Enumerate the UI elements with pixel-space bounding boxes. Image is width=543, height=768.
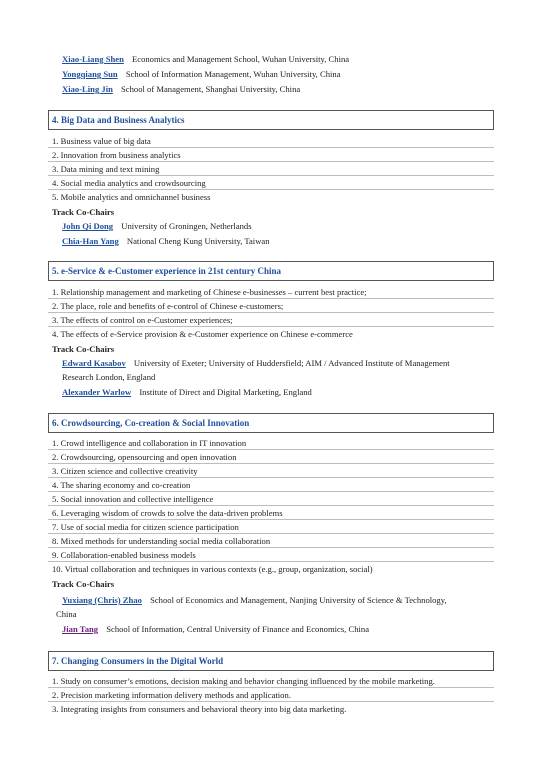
chair-line <box>62 54 349 64</box>
topic-item: 3. Integrating insights from consumers and behavioral theory into big data marketing. <box>52 704 347 714</box>
chair-affiliation-continued: China <box>56 609 77 619</box>
section-header-box <box>48 651 494 671</box>
chair-affiliation: School of Management, Shanghai University, China <box>121 84 301 94</box>
row-separator <box>48 477 494 478</box>
topic-item: 1. Study on consumer’s emotions, decision making and behavior changing influenced by the mobile marketing. <box>52 676 435 686</box>
chair-affiliation: School of Information Management, Wuhan University, China <box>125 69 341 79</box>
section-header-box <box>48 413 494 433</box>
track-cochairs-heading: Track Co-Chairs <box>52 207 115 217</box>
topic-item: 2. Precision marketing information delivery methods and application. <box>52 690 291 700</box>
topic-item: 2. Innovation from business analytics <box>52 150 181 160</box>
row-separator <box>48 547 494 548</box>
topic-item: 4. Social media analytics and crowdsourcing <box>52 178 206 188</box>
track-cochairs-heading: Track Co-Chairs <box>52 579 115 589</box>
topic-item: 6. Leveraging wisdom of crowds to solve the data-driven problems <box>52 508 283 518</box>
row-separator <box>48 701 494 702</box>
chair-name-link[interactable]: Chia-Han Yang <box>62 236 119 246</box>
row-separator <box>48 505 494 506</box>
row-separator <box>48 687 494 688</box>
chair-name-link[interactable]: Jian Tang <box>62 624 99 634</box>
chair-affiliation: School of Information, Central University of Finance and Economics, China <box>106 624 370 634</box>
topic-item: 4. The effects of e-Service provision & e-Customer experience on Chinese e-commerce <box>52 329 353 339</box>
topic-item: 3. Data mining and text mining <box>52 164 160 174</box>
track-cochairs-heading: Track Co-Chairs <box>52 344 115 354</box>
chair-affiliation: University of Exeter; University of Huddersfield; AIM / Advanced Institute of Management <box>133 358 450 368</box>
section-title: 6. Crowdsourcing, Co-creation & Social Innovation <box>52 418 250 428</box>
chair-line <box>62 84 300 94</box>
section-title: 5. e-Service & e-Customer experience in 21st century China <box>52 266 282 276</box>
section-header-box <box>48 261 494 281</box>
chair-line <box>62 387 312 397</box>
row-separator <box>48 175 494 176</box>
topic-item: 5. Social innovation and collective intelligence <box>52 494 214 504</box>
row-separator <box>48 298 494 299</box>
row-separator <box>48 161 494 162</box>
chair-line <box>62 221 252 231</box>
chair-affiliation: Economics and Management School, Wuhan University, China <box>132 54 350 64</box>
topic-item: 3. Citizen science and collective creativity <box>52 466 198 476</box>
row-separator <box>48 326 494 327</box>
row-separator <box>48 463 494 464</box>
topic-item: 1. Business value of big data <box>52 136 151 146</box>
chair-name-link[interactable]: Xiao-Ling Jin <box>62 84 113 94</box>
section-title: 7. Changing Consumers in the Digital World <box>52 656 224 666</box>
chair-name-link[interactable]: John Qi Dong <box>62 221 114 231</box>
chair-affiliation: University of Groningen, Netherlands <box>121 221 252 231</box>
topic-item: 1. Crowd intelligence and collaboration in IT innovation <box>52 438 247 448</box>
row-separator <box>48 189 494 190</box>
topic-item: 10. Virtual collaboration and techniques in various contexts (e.g., group, organization, social) <box>52 564 373 574</box>
chair-line <box>62 624 369 634</box>
chair-line <box>62 69 341 79</box>
chair-line <box>62 236 270 246</box>
topic-item: 8. Mixed methods for understanding social media collaboration <box>52 536 271 546</box>
chair-name-link[interactable]: Yuxiang (Chris) Zhao <box>62 595 142 605</box>
chair-name-link[interactable]: Edward Kasabov <box>62 358 126 368</box>
chair-affiliation: Institute of Direct and Digital Marketing, England <box>139 387 312 397</box>
topic-item: 9. Collaboration-enabled business models <box>52 550 196 560</box>
chair-line <box>62 358 450 368</box>
row-separator <box>48 147 494 148</box>
row-separator <box>48 561 494 562</box>
topic-item: 1. Relationship management and marketing of Chinese e-businesses – current best practice; <box>52 287 367 297</box>
row-separator <box>48 519 494 520</box>
row-separator <box>48 312 494 313</box>
section-title: 4. Big Data and Business Analytics <box>52 115 185 125</box>
topic-item: 4. The sharing economy and co-creation <box>52 480 191 490</box>
chair-affiliation-continued: Research London, England <box>62 372 156 382</box>
chair-name-link[interactable]: Xiao-Liang Shen <box>62 54 124 64</box>
topic-item: 3. The effects of control on e-Customer experiences; <box>52 315 233 325</box>
chair-affiliation: School of Economics and Management, Nanjing University of Science & Technology, <box>150 595 447 605</box>
topic-item: 2. Crowdsourcing, opensourcing and open innovation <box>52 452 237 462</box>
topic-item: 7. Use of social media for citizen science participation <box>52 522 239 532</box>
row-separator <box>48 533 494 534</box>
chair-name-link[interactable]: Yongqiang Sun <box>62 69 118 79</box>
chair-affiliation: National Cheng Kung University, Taiwan <box>126 236 270 246</box>
row-separator <box>48 449 494 450</box>
topic-item: 5. Mobile analytics and omnichannel business <box>52 192 211 202</box>
chair-line <box>62 595 447 605</box>
topic-item: 2. The place, role and benefits of e-control of Chinese e-customers; <box>52 301 284 311</box>
chair-name-link[interactable]: Alexander Warlow <box>62 387 132 397</box>
row-separator <box>48 491 494 492</box>
section-header-box <box>48 110 494 130</box>
